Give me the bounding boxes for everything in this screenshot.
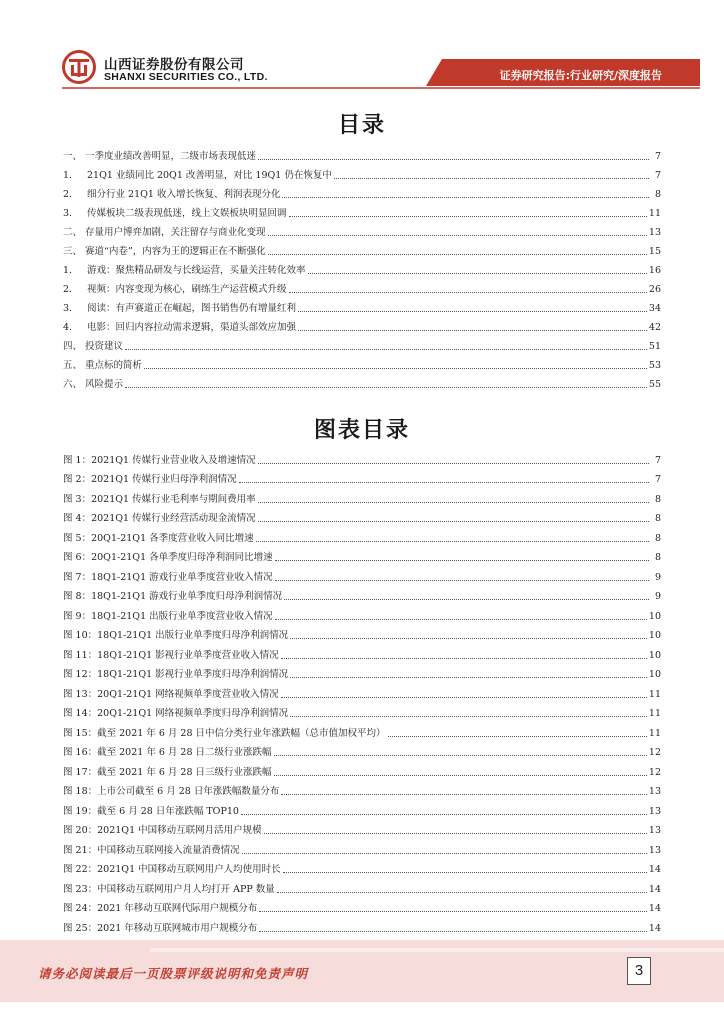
figure-leader-dots [264, 833, 647, 834]
figure-entry[interactable] [63, 662, 661, 682]
toc-entry[interactable] [63, 296, 661, 315]
toc-entry-number: 2. [63, 284, 73, 295]
toc-entry[interactable] [63, 182, 661, 201]
figure-entry-label: 图 21： [63, 844, 98, 856]
toc-entry[interactable] [63, 239, 661, 258]
figure-leader-dots [281, 697, 647, 698]
figure-entry-text: 18Q1-21Q1 出版行业单季度归母净利润情况 [97, 630, 289, 641]
toc-entry-page: 13 [648, 227, 661, 238]
figure-entry-page: 10 [648, 669, 661, 680]
figure-leader-dots [258, 521, 649, 522]
toc-entry-text: 存量用户博弈加剧，关注留存与商业化变现 [85, 227, 266, 238]
figure-entry[interactable] [63, 701, 661, 721]
figure-entry[interactable] [63, 759, 661, 779]
toc-entry[interactable] [63, 372, 661, 391]
figure-list [63, 447, 661, 935]
figure-entry[interactable] [63, 447, 661, 467]
figure-leader-dots [259, 931, 647, 932]
toc-entry-number: 1. [63, 170, 73, 181]
toc-entry[interactable] [63, 277, 661, 296]
toc-leader-dots [334, 178, 649, 179]
figure-leader-dots [275, 580, 649, 581]
figure-entry-page: 13 [648, 825, 661, 836]
company-name-cn: 山西证券股份有限公司 [104, 57, 244, 73]
figure-entry-page: 8 [654, 532, 661, 544]
figure-entry-label: 图 4： [63, 513, 92, 524]
toc-entry-page: 51 [648, 341, 661, 352]
toc-entry-text: 电影：回归内容拉动需求逻辑，渠道头部效应加强 [87, 322, 297, 333]
toc-entry[interactable] [63, 220, 661, 239]
figure-entry-label: 图 3： [63, 493, 92, 505]
toc-entry-page: 26 [648, 284, 661, 295]
toc-entry-text: 阅读：有声赛道正在崛起，图书销售仍有增量红利 [87, 303, 297, 314]
toc-entry-page: 16 [648, 265, 661, 276]
toc-leader-dots [289, 292, 647, 293]
figure-entry-page: 10 [648, 610, 661, 622]
toc-entry[interactable] [63, 315, 661, 334]
figure-entry-label: 图 19： [63, 805, 98, 817]
toc-entry-number: 五、 [63, 360, 83, 371]
toc-entry-text: 游戏：聚焦精品研发与长线运营，买量关注转化效率 [87, 265, 306, 276]
figure-entry-text: 18Q1-21Q1 游戏行业单季度营业收入情况 [91, 571, 273, 583]
figure-leader-dots [275, 619, 647, 620]
figure-entry-page: 10 [648, 630, 661, 641]
figure-entry[interactable] [63, 837, 661, 857]
toc-entry-text: 视频：内容变现为核心，刷练生产运营模式升级 [87, 284, 287, 295]
toc-entry-page: 7 [654, 151, 661, 162]
figure-entry[interactable] [63, 506, 661, 526]
figure-entry-text: 18Q1-21Q1 影视行业单季度归母净利润情况 [97, 669, 289, 680]
toc-entry-page: 8 [654, 189, 661, 200]
figure-entry-label: 图 22： [63, 864, 98, 875]
figure-entry-text: 2021Q1 传媒行业营业收入及增速情况 [91, 454, 256, 466]
footer-stripe [150, 948, 724, 952]
figure-entry-text: 18Q1-21Q1 游戏行业单季度归母净利润情况 [91, 591, 283, 602]
toc-entry-number: 2. [63, 189, 73, 200]
toc-entry-text: 一季度业绩改善明显，二级市场表现低迷 [85, 151, 257, 162]
figure-entry-page: 13 [648, 844, 661, 856]
figure-entry-text: 18Q1-21Q1 影视行业单季度营业收入情况 [97, 649, 279, 661]
figure-entry-text: 2021Q1 中国移动互联网用户人均使用时长 [97, 864, 281, 875]
figure-entry[interactable] [63, 525, 661, 545]
figure-entry[interactable] [63, 486, 661, 506]
figure-leader-dots [242, 853, 647, 854]
figure-entry-page: 10 [648, 649, 661, 661]
toc-entry-number: 3. [63, 303, 73, 314]
figure-entry-label: 图 18： [63, 786, 98, 797]
toc-entry[interactable] [63, 334, 661, 353]
figure-entry[interactable] [63, 915, 661, 935]
figure-entry-label: 图 20： [63, 825, 98, 836]
toc-entry[interactable] [63, 353, 661, 372]
figure-leader-dots [274, 775, 647, 776]
figure-leader-dots [284, 599, 649, 600]
figure-leader-dots [259, 911, 647, 912]
figure-entry-page: 9 [654, 571, 661, 583]
toc-leader-dots [125, 349, 647, 350]
figure-entry[interactable] [63, 740, 661, 760]
toc-entry-text: 传媒板块二级表现低迷，线上文娱板块明显回调 [87, 208, 287, 219]
figure-entry[interactable] [63, 642, 661, 662]
figure-entry-text: 截至 2021 年 6 月 28 日二级行业涨跌幅 [97, 747, 272, 758]
figure-entry[interactable] [63, 584, 661, 604]
toc-entry-number: 六、 [63, 379, 83, 390]
figure-leader-dots [281, 794, 647, 795]
figure-leader-dots [290, 677, 647, 678]
figure-entry-text: 20Q1-21Q1 各单季度归母净利润同比增速 [91, 552, 273, 563]
figure-entry-label: 图 12： [63, 669, 98, 680]
figure-entry-text: 20Q1-21Q1 网络视频单季度归母净利润情况 [97, 708, 289, 719]
figure-entry-text: 20Q1-21Q1 网络视频单季度营业收入情况 [97, 688, 279, 700]
figure-list-title: 图表目录 [313, 418, 410, 443]
toc-entry[interactable] [63, 144, 661, 163]
figure-entry-page: 11 [648, 727, 661, 739]
figure-entry-text: 2021Q1 传媒行业经营活动现金流情况 [91, 513, 256, 524]
figure-entry[interactable] [63, 779, 661, 799]
figure-leader-dots [239, 482, 649, 483]
toc-entry-text: 重点标的简析 [85, 360, 143, 371]
figure-entry-label: 图 8： [63, 591, 92, 602]
figure-entry-page: 8 [654, 513, 661, 524]
figure-entry[interactable] [63, 564, 661, 584]
figure-entry[interactable] [63, 720, 661, 740]
figure-entry-text: 中国移动互联网用户月人均打开 APP 数量 [97, 883, 275, 895]
figure-entry-label: 图 5： [63, 532, 92, 544]
figure-leader-dots [274, 755, 647, 756]
toc-entry-text: 细分行业 21Q1 收入增长恢复、利润表现分化 [87, 189, 281, 200]
figure-entry-page: 14 [648, 922, 661, 934]
toc-leader-dots [298, 330, 647, 331]
figure-entry-text: 中国移动互联网接入流量消费情况 [97, 844, 240, 856]
toc-leader-dots [282, 197, 649, 198]
toc-entry-page: 42 [648, 322, 661, 333]
figure-entry-page: 12 [648, 766, 661, 778]
toc-entry-page: 55 [648, 379, 661, 390]
figure-leader-dots [258, 463, 649, 464]
figure-entry[interactable] [63, 681, 661, 701]
figure-entry-label: 图 7： [63, 571, 92, 583]
figure-entry-label: 图 6： [63, 552, 92, 563]
company-name-en: SHANXI SECURITIES CO., LTD. [104, 71, 268, 83]
report-type: 证券研究报告:行业研究/深度报告 [499, 69, 662, 82]
figure-entry-label: 图 1： [63, 454, 92, 466]
toc-entry[interactable] [63, 201, 661, 220]
figure-entry[interactable] [63, 603, 661, 623]
toc-entry-page: 34 [648, 303, 661, 314]
figure-entry[interactable] [63, 467, 661, 487]
toc-leader-dots [268, 235, 647, 236]
figure-entry-page: 7 [654, 454, 661, 466]
toc-entry[interactable] [63, 163, 661, 182]
figure-leader-dots [283, 872, 647, 873]
figure-entry-label: 图 24： [63, 903, 98, 914]
figure-entry-page: 13 [648, 805, 661, 817]
toc-entry-number: 1. [63, 265, 73, 276]
toc-entry-page: 7 [654, 170, 661, 181]
toc-entry-number: 四、 [63, 341, 83, 352]
figure-entry-label: 图 25： [63, 922, 98, 934]
figure-entry-label: 图 9： [63, 610, 92, 622]
figure-entry-label: 图 17： [63, 766, 98, 778]
toc-entry-number: 二、 [63, 227, 83, 238]
toc-entry-text: 投资建议 [85, 341, 124, 352]
toc-leader-dots [144, 368, 647, 369]
footer-disclaimer: 请务必阅读最后一页股票评级说明和免责声明 [38, 966, 309, 981]
figure-entry-page: 8 [654, 552, 661, 563]
figure-leader-dots [275, 560, 649, 561]
figure-leader-dots [277, 892, 647, 893]
toc-entry-number: 一、 [63, 151, 83, 162]
figure-entry-page: 9 [654, 591, 661, 602]
figure-entry-page: 11 [648, 688, 661, 700]
toc-leader-dots [258, 159, 649, 160]
figure-entry-text: 2021Q1 中国移动互联网月活用户规模 [97, 825, 262, 836]
figure-entry-label: 图 23： [63, 883, 98, 895]
toc-entry-page: 15 [648, 246, 661, 257]
toc-title: 目录 [337, 113, 386, 138]
figure-entry-page: 7 [654, 474, 661, 485]
figure-entry-page: 11 [648, 708, 661, 719]
toc-entry-number: 三、 [63, 246, 83, 257]
figure-entry-label: 图 16： [63, 747, 98, 758]
figure-entry-text: 2021 年移动互联网城市用户规模分布 [97, 922, 258, 934]
figure-entry[interactable] [63, 876, 661, 896]
toc-leader-dots [125, 387, 647, 388]
figure-leader-dots [281, 658, 647, 659]
figure-entry-page: 12 [648, 747, 661, 758]
figure-entry-page: 14 [648, 883, 661, 895]
toc-entry-text: 风险提示 [85, 379, 124, 390]
toc-entry[interactable] [63, 258, 661, 277]
company-logo-icon [62, 50, 96, 84]
toc-entry-page: 53 [648, 360, 661, 371]
toc-entry-number: 3. [63, 208, 73, 219]
figure-entry[interactable] [63, 818, 661, 838]
figure-entry[interactable] [63, 896, 661, 916]
figure-leader-dots [290, 638, 647, 639]
figure-entry-text: 截至 2021 年 6 月 28 日中信分类行业年涨跌幅（总市值加权平均） [97, 727, 386, 739]
figure-entry-label: 图 2： [63, 474, 92, 485]
toc-entry-page: 11 [648, 208, 661, 219]
figure-entry-text: 截至 6 月 28 日年涨跌幅 TOP10 [97, 805, 239, 817]
figure-entry-text: 上市公司截至 6 月 28 日年涨跌幅数量分布 [97, 786, 280, 797]
toc-entry-text: 赛道“内卷”，内容为王的逻辑正在不断强化 [85, 246, 266, 257]
figure-leader-dots [290, 716, 647, 717]
figure-entry-text: 截至 2021 年 6 月 28 日三级行业涨跌幅 [97, 766, 272, 778]
figure-entry-text: 2021Q1 传媒行业毛利率与期间费用率 [91, 493, 256, 505]
page-number: 3 [627, 957, 651, 985]
toc-leader-dots [298, 311, 647, 312]
figure-entry[interactable] [63, 545, 661, 565]
figure-leader-dots [256, 541, 649, 542]
figure-entry-label: 图 11： [63, 649, 98, 661]
figure-entry-label: 图 14： [63, 708, 98, 719]
figure-entry-page: 14 [648, 864, 661, 875]
toc-leader-dots [289, 216, 647, 217]
figure-entry[interactable] [63, 798, 661, 818]
figure-entry-label: 图 13： [63, 688, 98, 700]
figure-entry[interactable] [63, 623, 661, 643]
figure-leader-dots [258, 502, 649, 503]
figure-entry-label: 图 10： [63, 630, 98, 641]
figure-entry-text: 2021Q1 传媒行业归母净利润情况 [91, 474, 237, 485]
toc-entry-number: 4. [63, 322, 73, 333]
toc-leader-dots [308, 273, 647, 274]
figure-entry-page: 13 [648, 786, 661, 797]
figure-entry-text: 2021 年移动互联网代际用户规模分布 [97, 903, 258, 914]
toc-leader-dots [268, 254, 647, 255]
toc-list [63, 144, 661, 391]
figure-entry-page: 8 [654, 493, 661, 505]
figure-leader-dots [241, 814, 647, 815]
figure-entry[interactable] [63, 857, 661, 877]
figure-entry-text: 20Q1-21Q1 各季度营业收入同比增速 [91, 532, 254, 544]
page-header [0, 0, 724, 96]
toc-entry-text: 21Q1 业绩同比 20Q1 改善明显，对比 19Q1 仍在恢复中 [87, 170, 332, 181]
figure-entry-label: 图 15： [63, 727, 98, 739]
figure-entry-text: 18Q1-21Q1 出版行业单季度营业收入情况 [91, 610, 273, 622]
figure-entry-page: 14 [648, 903, 661, 914]
figure-leader-dots [388, 736, 647, 737]
